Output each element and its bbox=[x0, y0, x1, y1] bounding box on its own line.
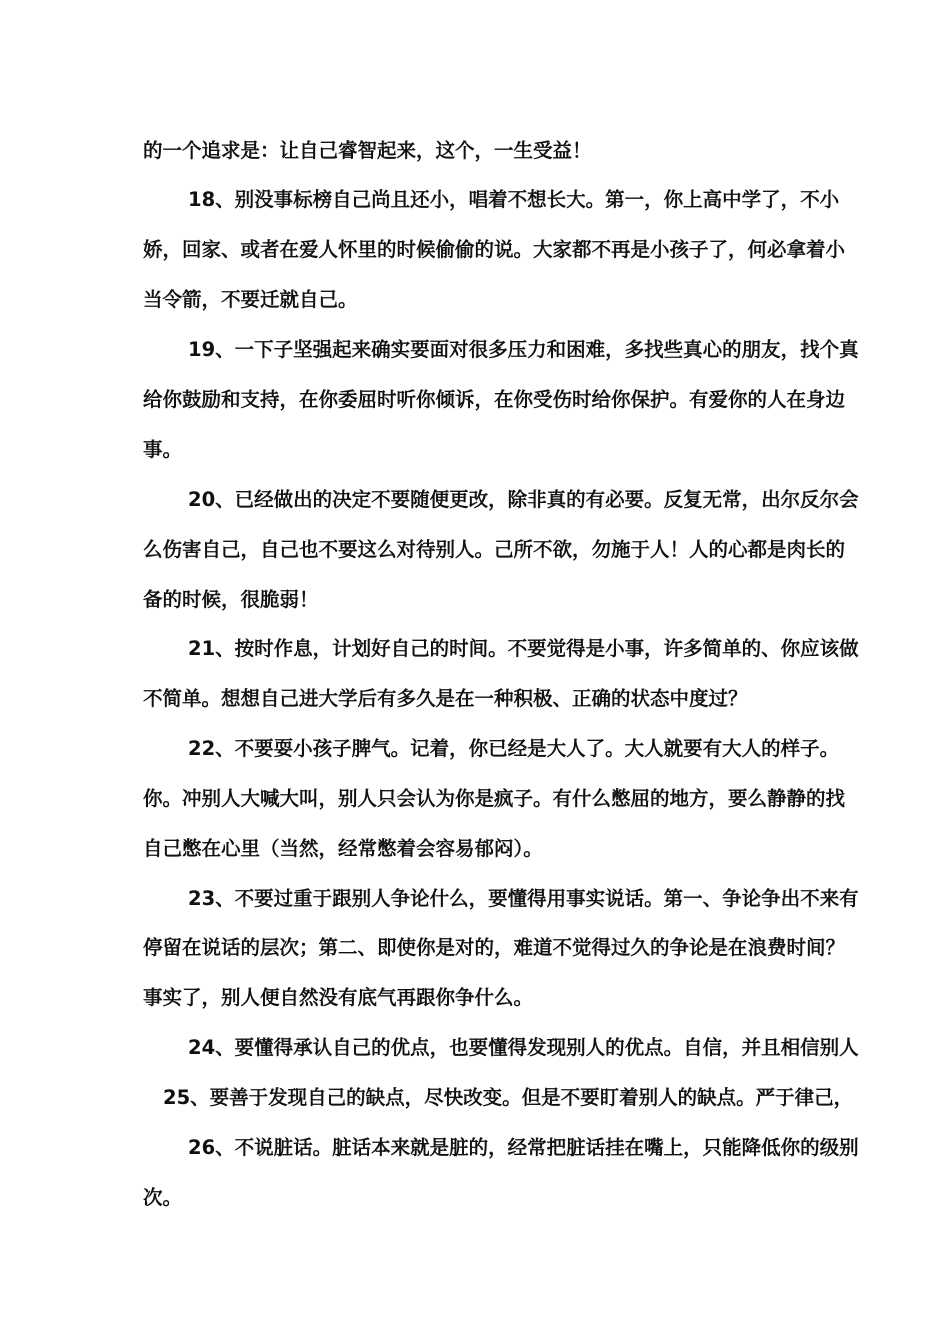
text-line: 你。冲别人大喊大叫，别人只会认为你是疯子。有什么憋屈的地方，要么静静的找 bbox=[143, 787, 846, 810]
text-line: 20、已经做出的决定不要随便更改，除非真的有必要。反复无常，出尔反尔会 bbox=[188, 488, 859, 511]
text-line: 事实了，别人便自然没有底气再跟你争什么。 bbox=[143, 986, 534, 1009]
text-line: 当令箭，不要迁就自己。 bbox=[143, 288, 358, 311]
text-line: 的一个追求是：让自己睿智起来，这个，一生受益！ bbox=[143, 139, 592, 162]
text-line: 18、别没事标榜自己尚且还小，唱着不想长大。第一，你上高中学了，不小 bbox=[188, 188, 840, 211]
text-line: 自己憋在心里（当然，经常憋着会容易郁闷）。 bbox=[143, 837, 543, 860]
text-line: 21、按时作息，计划好自己的时间。不要觉得是小事，许多简单的、你应该做 bbox=[188, 637, 859, 660]
text-line: 次。 bbox=[143, 1186, 183, 1209]
text-line: 26、不说脏话。脏话本来就是脏的，经常把脏话挂在嘴上，只能降低你的级别 bbox=[188, 1136, 859, 1159]
text-line: 19、一下子坚强起来确实要面对很多压力和困难，多找些真心的朋友，找个真 bbox=[188, 338, 859, 361]
text-line: 25、要善于发现自己的缺点，尽快改变。但是不要盯着别人的缺点。严于律己， bbox=[163, 1086, 854, 1109]
text-line: 23、不要过重于跟别人争论什么，要懂得用事实说话。第一、争论争出不来有 bbox=[188, 887, 859, 910]
text-line: 备的时候，很脆弱！ bbox=[143, 588, 319, 611]
text-line: 不简单。想想自己进大学后有多久是在一种积极、正确的状态中度过？ bbox=[143, 687, 748, 710]
text-line: 停留在说话的层次；第二、即使你是对的，难道不觉得过久的争论是在浪费时间？ bbox=[143, 936, 846, 959]
text-line: 22、不要耍小孩子脾气。记着，你已经是大人了。大人就要有大人的样子。 bbox=[188, 737, 840, 760]
text-line: 事。 bbox=[143, 438, 183, 461]
text-line: 24、要懂得承认自己的优点，也要懂得发现别人的优点。自信，并且相信别人 bbox=[188, 1036, 859, 1059]
text-line: 么伤害自己，自己也不要这么对待别人。己所不欲，勿施于人！人的心都是肉长的 bbox=[143, 538, 846, 561]
text-line: 娇，回家、或者在爱人怀里的时候偷偷的说。大家都不再是小孩子了，何必拿着小 bbox=[143, 238, 846, 261]
text-line: 给你鼓励和支持，在你委屈时听你倾诉，在你受伤时给你保护。有爱你的人在身边 bbox=[143, 388, 846, 411]
